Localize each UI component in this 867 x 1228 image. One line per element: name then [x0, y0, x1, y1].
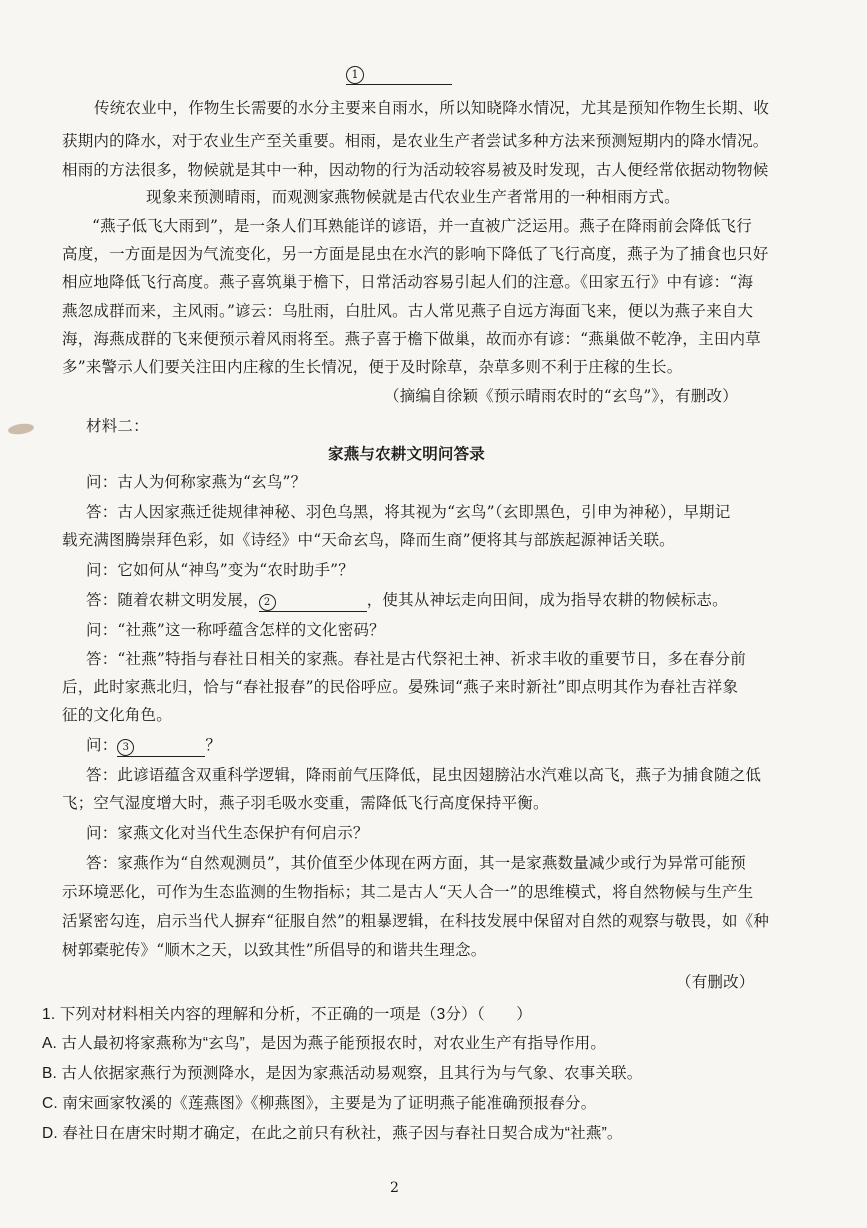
qa-answer — [86, 588, 728, 612]
paragraph-line: “燕子低飞大雨到”，是一条人们耳熟能详的谚语，并一直被广泛运用。燕子在降雨前会降低飞行 — [92, 217, 752, 235]
qa-answer-post: ，使其从神坛走向田间，成为指导农耕的物候标志。 — [366, 591, 728, 609]
page-number: 2 — [390, 1180, 399, 1196]
paragraph-line: 传统农业中，作物生长需要的水分主要来自雨水，所以知晓降水情况，尤其是预知作物生长期、收 — [94, 99, 770, 117]
section-title-blank — [346, 64, 452, 85]
option-a: A. 古人最初将家燕称为“玄鸟”，是因为燕子能预报农时，对农业生产有指导作用。 — [42, 1035, 607, 1052]
qa-question-post: ？ — [205, 736, 222, 754]
paragraph-line: 燕忽成群而来，主风雨。”谚云：乌肚雨，白肚风。古人常见燕子自远方海面飞来，便以为燕子来自大 — [62, 302, 754, 320]
paragraph-line: 相雨的方法很多，物候就是其中一种，因动物的行为活动较容易被及时发现，古人便经常依据动物物候 — [62, 161, 769, 179]
qa-answer: 答：“社燕”特指与春社日相关的家燕。春社是古代祭祀土神、祈求丰收的重要节日，多在春分前 — [86, 650, 746, 668]
material-label: 材料二： — [86, 417, 149, 435]
qa-question-pre: 问： — [86, 736, 118, 754]
paragraph-line: 现象来预测晴雨，而观测家燕物候就是古代农业生产者常用的一种相雨方式。 — [146, 188, 680, 206]
qa-answer: 征的文化角色。 — [62, 706, 172, 724]
qa-question: 问：家燕文化对当代生态保护有何启示？ — [86, 824, 369, 842]
option-d: D. 春社日在唐宋时期才确定，在此之前只有秋社，燕子因与春社日契合成为“社燕”。 — [42, 1125, 623, 1142]
paper-stain — [7, 422, 34, 436]
option-c: C. 南宋画家牧溪的《莲燕图》《柳燕图》，主要是为了证明燕子能准确预报春分。 — [42, 1095, 597, 1112]
paragraph-line: 海，海燕成群的飞来便预示着风雨将至。燕子喜于檐下做巢，故而亦有谚：“燕巢做不乾净，主田内草 — [62, 330, 761, 348]
answer-blank — [259, 591, 367, 612]
circled-number: 1 — [346, 66, 364, 84]
qa-question — [86, 733, 221, 757]
option-b: B. 古人依据家燕行为预测降水，是因为家燕活动易观察，且其行为与气象、农事关联。 — [42, 1065, 643, 1082]
source-citation: （摘编自徐颖《预示晴雨农时的“玄鸟”》，有删改） — [384, 387, 738, 405]
qa-question: 问：古人为何称家燕为“玄鸟”？ — [86, 473, 307, 491]
qa-answer: 答：此谚语蕴含双重科学逻辑，降雨前气压降低，昆虫因翅膀沾水汽难以高飞，燕子为捕食随之低 — [86, 766, 762, 784]
paragraph-line: 高度，一方面是因为气流变化，另一方面是昆虫在水汽的影响下降低了飞行高度，燕子为了捕食也只好 — [62, 245, 769, 263]
qa-answer: 答：家燕作为“自然观测员”，其价值至少体现在两方面，其一是家燕数量减少或行为异常可能预 — [86, 854, 746, 872]
qa-answer: 答：古人因家燕迁徙规律神秘、羽色乌黑，将其视为“玄鸟”（玄即黑色，引申为神秘），早期记 — [86, 503, 731, 521]
qa-answer: 示环境恶化，可作为生态监测的生物指标；其二是古人“天人合一”的思维模式，将自然物候与生产生 — [62, 883, 754, 901]
qa-answer: 树郭橐驼传》“顺木之天，以致其性”所倡导的和谐共生理念。 — [62, 941, 487, 959]
qa-question: 问：它如何从“神鸟”变为“农时助手”？ — [86, 561, 354, 579]
answer-blank — [117, 736, 205, 757]
paragraph-line: 获期内的降水，对于农业生产至关重要。相雨，是农业生产者尝试多种方法来预测短期内的降水情况。 — [62, 132, 769, 150]
circled-number: 3 — [117, 739, 134, 756]
question-stem: 1. 下列对材料相关内容的理解和分析，不正确的一项是（3分）（ ） — [42, 1006, 532, 1023]
qa-answer: 后，此时家燕北归，恰与“春社报春”的民俗呼应。晏殊词“燕子来时新社”即点明其作为春社吉祥象 — [62, 678, 739, 696]
qa-answer: 飞；空气湿度增大时，燕子羽毛吸水变重，需降低飞行高度保持平衡。 — [62, 794, 549, 812]
qa-answer: 载充满图腾崇拜色彩，如《诗经》中“天命玄鸟，降而生商”便将其与部族起源神话关联。 — [62, 531, 675, 549]
circled-number: 2 — [259, 594, 276, 611]
source-citation: （有删改） — [676, 973, 755, 991]
qa-answer-pre: 答：随着农耕文明发展， — [86, 591, 259, 609]
paragraph-line: 多”来警示人们要关注田内庄稼的生长情况，便于及时除草，杂草多则不利于庄稼的生长。 — [62, 358, 683, 376]
paragraph-line: 相应地降低飞行高度。燕子喜筑巢于檐下，日常活动容易引起人们的注意。《田家五行》中有谚：“海 — [62, 273, 754, 291]
material-title: 家燕与农耕文明问答录 — [328, 444, 486, 463]
qa-answer: 活紧密勾连，启示当代人摒弃“征服自然”的粗暴逻辑，在科技发展中保留对自然的观察与敬畏，如《种 — [62, 912, 770, 930]
qa-question: 问：“社燕”这一称呼蕴含怎样的文化密码？ — [86, 621, 385, 639]
